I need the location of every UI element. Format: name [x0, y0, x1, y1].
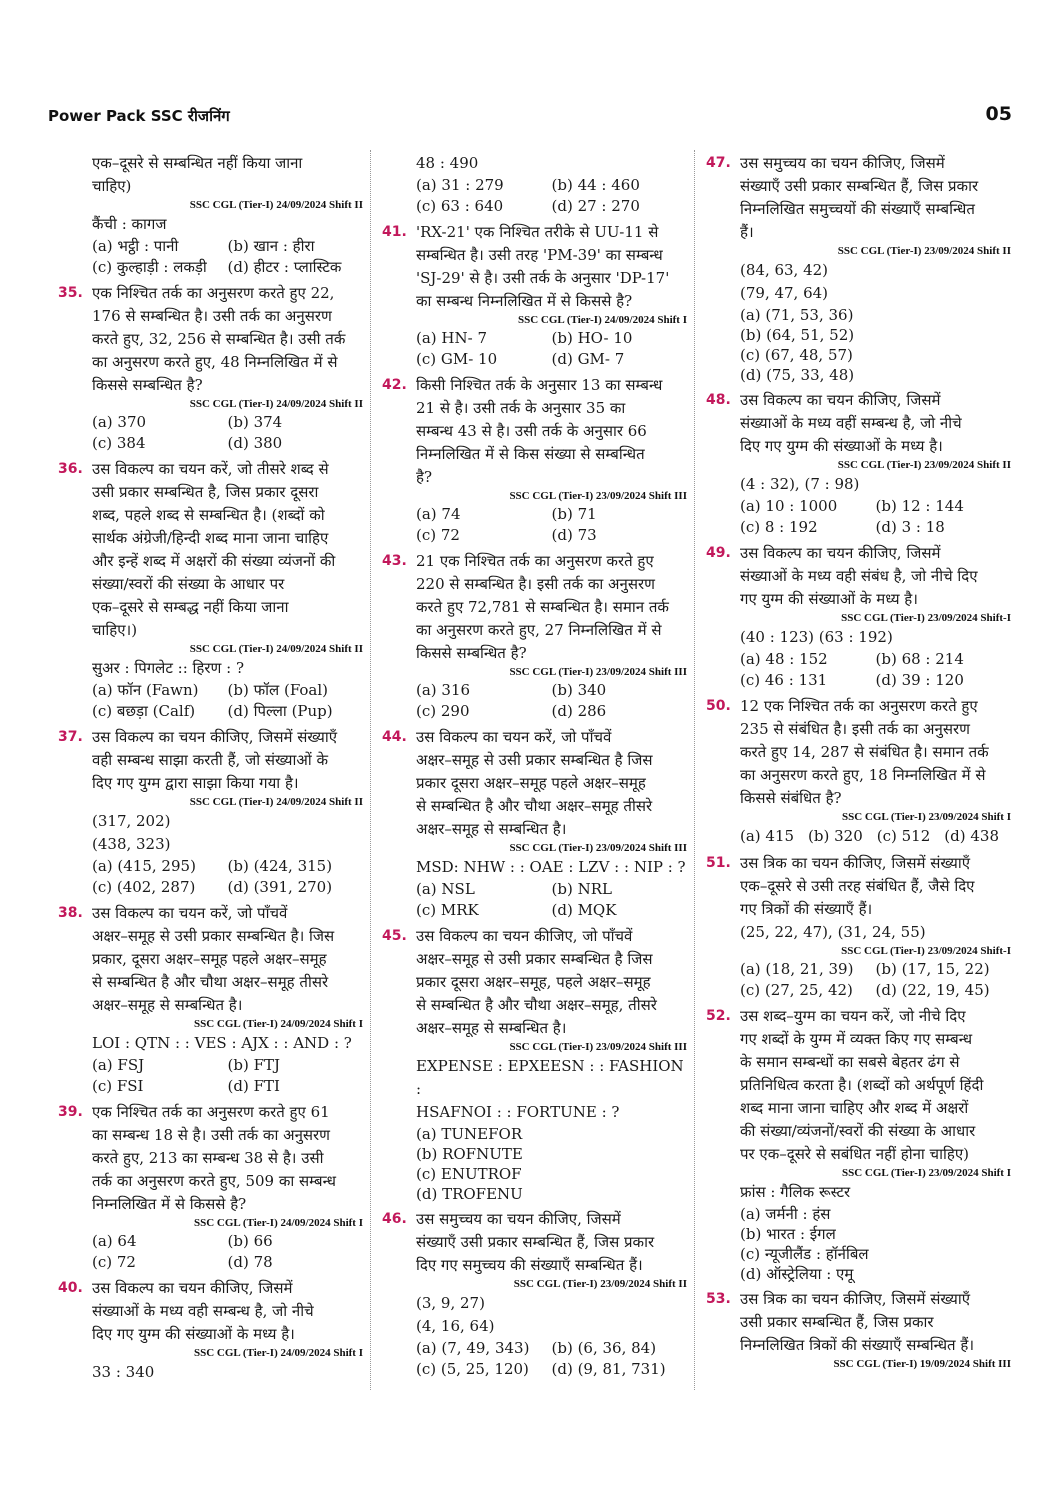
- option: (b) (424, 315): [227, 857, 333, 875]
- option: (d) FTI: [227, 1077, 280, 1095]
- question-number: 42.: [382, 377, 407, 393]
- exam-source: SSC CGL (Tier-I) 23/09/2024 Shift II: [837, 245, 1011, 257]
- options: [92, 412, 363, 454]
- question-text-line: 220 से सम्बन्धित है। इसी तर्क का अनुसरण: [416, 575, 655, 593]
- question-data: (40 : 123) (63 : 192): [740, 628, 893, 646]
- option: (d) (75, 33, 48): [740, 366, 855, 384]
- options: [740, 305, 1011, 385]
- question: [58, 282, 363, 454]
- option: (c) MRK: [416, 901, 479, 919]
- question-text-line: अक्षर–समूह से उसी प्रकार सम्बन्धित है जिस: [416, 751, 653, 769]
- question-text-line: उसी प्रकार सम्बन्धित हैं, जिस प्रकार: [740, 1313, 934, 1331]
- options: [416, 175, 687, 217]
- question-data: (3, 9, 27): [416, 1294, 485, 1312]
- question: [58, 902, 363, 1097]
- question-number: 39.: [58, 1104, 83, 1120]
- options: [740, 649, 1011, 691]
- question-text-line: का अनुसरण करते हुए, 48 निम्नलिखित में से: [92, 353, 338, 371]
- options: [92, 1231, 363, 1273]
- question-text-line: प्रतिनिधित्व करता है। (शब्दों को अर्थपूर्ण हिंदी: [740, 1076, 984, 1094]
- question-text-line: चाहिए।): [92, 621, 138, 639]
- option: (d) 380: [227, 434, 283, 452]
- exam-source: SSC CGL (Tier-I) 24/09/2024 Shift II: [189, 796, 363, 808]
- question-number: 49.: [706, 545, 731, 561]
- option: (d) TROFENU: [416, 1185, 523, 1203]
- question-text-line: से सम्बन्धित है और चौथा अक्षर–समूह तीसरे: [92, 973, 329, 991]
- option: (a) FSJ: [92, 1056, 145, 1074]
- column-divider: [694, 150, 695, 1390]
- exam-source: SSC CGL (Tier-I) 24/09/2024 Shift II: [189, 398, 363, 410]
- question: [382, 1208, 687, 1380]
- question-text-line: 'SJ-29' से है। उसी तर्क के अनुसार 'DP-17': [416, 269, 670, 287]
- column-left: [58, 152, 363, 1388]
- question-text-line: अक्षर–समूह से उसी प्रकार सम्बन्धित है जिस: [416, 950, 653, 968]
- option: (c) बछड़ा (Calf): [92, 702, 196, 720]
- question-text-line: वही सम्बन्ध साझा करती हैं, जो संख्याओं के: [92, 751, 328, 769]
- option: (a) 64: [92, 1232, 137, 1250]
- question-text-line: करते हुए, 32, 256 से सम्बन्धित है। उसी तर्क: [92, 330, 346, 348]
- question: [58, 1101, 363, 1273]
- running-header: Power Pack SSC रीजनिंग: [48, 107, 230, 125]
- question-data: (25, 22, 47), (31, 24, 55): [740, 923, 926, 941]
- option: (d) ऑस्ट्रेलिया : एमू: [740, 1265, 854, 1283]
- question-data: (4, 16, 64): [416, 1317, 495, 1335]
- exam-source: SSC CGL (Tier-I) 23/09/2024 Shift III: [509, 1041, 687, 1053]
- question-data: सुअर : पिगलेट :: हिरण : ?: [92, 659, 245, 677]
- option: (c) (67, 48, 57): [740, 346, 853, 364]
- question-text-line: है?: [416, 468, 433, 486]
- question-text-line: निम्नलिखित त्रिकों की संख्याएँ सम्बन्धित हैं।: [740, 1336, 975, 1354]
- question-text-line: सार्थक अंग्रेजी/हिन्दी शब्द माना जाना चाहिए: [92, 529, 329, 547]
- question-text-line: गए त्रिकों की संख्याएँ हैं।: [740, 900, 873, 918]
- option: (c) न्यूजीलैंड : हॉर्नबिल: [740, 1245, 869, 1263]
- question-number: 45.: [382, 928, 407, 944]
- question-text-line: एक–दूसरे से सम्बन्धित नहीं किया जाना: [92, 154, 303, 172]
- exam-source: SSC CGL (Tier-I) 23/09/2024 Shift III: [509, 490, 687, 502]
- question-text-line: का सम्बन्ध निम्नलिखित में से किससे है?: [416, 292, 633, 310]
- question-text-line: का सम्बन्ध 18 से है। उसी तर्क का अनुसरण: [92, 1126, 331, 1144]
- question-text-line: प्रकार, दूसरा अक्षर–समूह पहले अक्षर–समूह: [92, 950, 327, 968]
- question-data: LOI : QTN : : VES : AJX : : AND : ?: [92, 1034, 352, 1052]
- option: (a) 316: [416, 681, 471, 699]
- column-divider: [370, 150, 371, 1390]
- option: (a) 370: [92, 413, 147, 431]
- option: (b) (6, 36, 84): [551, 1339, 657, 1357]
- question-continuation: [382, 152, 687, 217]
- question-text-line: के समान सम्बन्धों का सबसे बेहतर ढंग से: [740, 1053, 960, 1071]
- question-text-line: किससे सम्बन्धित है?: [92, 376, 203, 394]
- option: (a) फॉन (Fawn): [92, 681, 199, 699]
- question-text-line: हैं।: [740, 223, 754, 241]
- question-text-line: एक निश्चित तर्क का अनुसरण करते हुए 22,: [92, 284, 335, 302]
- question-data: (4 : 32), (7 : 98): [740, 475, 860, 493]
- option: (c) 8 : 192: [740, 518, 818, 536]
- option: (d) 78: [227, 1253, 273, 1271]
- question-data: (438, 323): [92, 835, 171, 853]
- question-text-line: करते हुए 72,781 से सम्बन्धित है। समान तर्क: [416, 598, 669, 616]
- question-text-line: संख्याओं के मध्य वही संबंध है, जो नीचे दिए: [740, 567, 978, 585]
- option: (c) 46 : 131: [740, 671, 828, 689]
- question-text-line: चाहिए): [92, 177, 132, 195]
- question-data: (317, 202): [92, 812, 171, 830]
- option: (d) 286: [551, 702, 607, 720]
- exam-source: SSC CGL (Tier-I) 23/09/2024 Shift I: [842, 1167, 1011, 1179]
- option: (b) 340: [551, 681, 607, 699]
- option: (b) खान : हीरा: [227, 237, 315, 255]
- question-text-line: का अनुसरण करते हुए, 27 निम्नलिखित में से: [416, 621, 662, 639]
- question-text-line: पर एक–दूसरे से सबंधित नहीं होना चाहिए): [740, 1145, 969, 1163]
- question-text-line: शब्द, पहले शब्द से सम्बन्धित है। (शब्दों को: [92, 506, 325, 524]
- question-text-line: अक्षर–समूह से सम्बन्धित है।: [92, 996, 243, 1014]
- question-text-line: निम्नलिखित में से किस संख्या से सम्बन्धित: [416, 445, 645, 463]
- option: (c) 512: [876, 827, 931, 845]
- exam-source: SSC CGL (Tier-I) 24/09/2024 Shift I: [194, 1347, 363, 1359]
- option: (b) (64, 51, 52): [740, 326, 855, 344]
- exam-source: SSC CGL (Tier-I) 23/09/2024 Shift-I: [841, 945, 1011, 957]
- question-text-line: सम्बन्धित है। उसी तरह 'PM-39' का सम्बन्ध: [416, 246, 663, 264]
- question: [706, 695, 1011, 848]
- exam-source: SSC CGL (Tier-I) 24/09/2024 Shift II: [189, 199, 363, 211]
- exam-source: SSC CGL (Tier-I) 23/09/2024 Shift III: [509, 842, 687, 854]
- question-text-line: उस विकल्प का चयन करें, जो पाँचवें: [416, 728, 612, 746]
- question-text-line: किससे सम्बन्धित है?: [416, 644, 527, 662]
- option: (d) 73: [551, 526, 597, 544]
- option: (b) 44 : 460: [551, 176, 640, 194]
- question-text-line: से सम्बन्धित है और चौथा अक्षर–समूह, तीसरे: [416, 996, 657, 1014]
- question-text-line: उस विकल्प का चयन कीजिए, जिसमें: [740, 544, 941, 562]
- option: (a) (71, 53, 36): [740, 306, 854, 324]
- question-text-line: उस समुच्चय का चयन कीजिए, जिसमें: [416, 1210, 621, 1228]
- question: [706, 542, 1011, 691]
- option: (a) (7, 49, 343): [416, 1339, 530, 1357]
- question-text-line: का अनुसरण करते हुए, 18 निम्नलिखित में से: [740, 766, 986, 784]
- option: (a) 10 : 1000: [740, 497, 838, 515]
- exam-source: SSC CGL (Tier-I) 19/09/2024 Shift III: [833, 1358, 1011, 1370]
- question-text-line: अक्षर–समूह से सम्बन्धित है।: [416, 820, 567, 838]
- option: (d) GM- 7: [551, 350, 625, 368]
- question-text-line: एक–दूसरे से सम्बद्ध नहीं किया जाना: [92, 598, 289, 616]
- question-text-line: से सम्बन्धित है और चौथा अक्षर–समूह तीसरे: [416, 797, 653, 815]
- question-text-line: एक निश्चित तर्क का अनुसरण करते हुए 61: [92, 1103, 330, 1121]
- exam-source: SSC CGL (Tier-I) 23/09/2024 Shift-I: [841, 612, 1011, 624]
- option: (b) 12 : 144: [875, 497, 964, 515]
- question-text-line: उस विकल्प का चयन कीजिए, जिसमें संख्याएँ: [92, 728, 338, 746]
- question-text-line: उस विकल्प का चयन करें, जो पाँचवें: [92, 904, 288, 922]
- question-number: 36.: [58, 461, 83, 477]
- option: (a) जर्मनी : हंस: [740, 1205, 831, 1223]
- exam-source: SSC CGL (Tier-I) 24/09/2024 Shift II: [189, 643, 363, 655]
- option: (d) MQK: [551, 901, 617, 919]
- options: [416, 879, 687, 921]
- options: [92, 1055, 363, 1097]
- question-text-line: उस विकल्प का चयन करें, जो तीसरे शब्द से: [92, 460, 329, 478]
- question-text-line: शब्द माना जाना चाहिए और शब्द में अक्षरों: [740, 1099, 969, 1117]
- option: (c) 290: [416, 702, 470, 720]
- question-data: HSAFNOI : : FORTUNE : ?: [416, 1103, 620, 1121]
- question-text-line: संख्याएँ उसी प्रकार सम्बन्धित हैं, जिस प्रकार: [740, 177, 979, 195]
- question-text-line: उस विकल्प का चयन कीजिए, जिसमें: [92, 1279, 293, 1297]
- options: [740, 825, 1011, 848]
- exam-source: SSC CGL (Tier-I) 23/09/2024 Shift I: [842, 811, 1011, 823]
- options: [416, 1338, 687, 1380]
- question-number: 37.: [58, 729, 83, 745]
- option: (c) (27, 25, 42): [740, 981, 853, 999]
- question: [382, 374, 687, 546]
- question: [706, 1005, 1011, 1284]
- question-number: 48.: [706, 392, 731, 408]
- column-right: [706, 152, 1011, 1376]
- question-text-line: करते हुए, 213 का सम्बन्ध 38 से है। उसी: [92, 1149, 324, 1167]
- question-text-line: तर्क का अनुसरण करते हुए, 509 का सम्बन्ध: [92, 1172, 336, 1190]
- option: (a) 74: [416, 505, 461, 523]
- question-text-line: किसी निश्चित तर्क के अनुसार 13 का सम्बन्ध: [416, 376, 663, 394]
- question-text-line: उस समुच्चय का चयन कीजिए, जिसमें: [740, 154, 945, 172]
- question-number: 43.: [382, 553, 407, 569]
- question: [382, 726, 687, 921]
- question: [58, 458, 363, 722]
- question-number: 53.: [706, 1291, 731, 1307]
- question-number: 40.: [58, 1280, 83, 1296]
- option: (c) 72: [416, 526, 460, 544]
- question-number: 47.: [706, 155, 731, 171]
- options: [92, 236, 363, 278]
- option: (d) 438: [944, 827, 999, 845]
- question-text-line: 48 : 490: [416, 154, 479, 172]
- option: (a) (18, 21, 39): [740, 960, 854, 978]
- question: [58, 726, 363, 898]
- question-text-line: निम्नलिखित समुच्चयों की संख्याएँ सम्बन्धित: [740, 200, 975, 218]
- question-text-line: प्रकार दूसरा अक्षर–समूह पहले अक्षर–समूह: [416, 774, 646, 792]
- exam-source: SSC CGL (Tier-I) 23/09/2024 Shift III: [509, 666, 687, 678]
- option: (b) (17, 15, 22): [875, 960, 990, 978]
- option: (b) फॉल (Foal): [227, 681, 329, 699]
- option: (a) भट्ठी : पानी: [92, 237, 179, 255]
- question: [382, 925, 687, 1204]
- question-data: EXPENSE : EPXEESN : : FASHION :: [416, 1057, 684, 1098]
- question-text-line: उस विकल्प का चयन कीजिए, जिसमें: [740, 391, 941, 409]
- question-text-line: 21 से है। उसी तर्क के अनुसार 35 का: [416, 399, 626, 417]
- options: [740, 496, 1011, 538]
- question-text-line: उसी प्रकार सम्बन्धित है, जिस प्रकार दूसरा: [92, 483, 319, 501]
- question-number: 50.: [706, 698, 731, 714]
- question-text-line: करते हुए 14, 287 से संबंधित है। समान तर्क: [740, 743, 989, 761]
- option: (d) 27 : 270: [551, 197, 640, 215]
- question: [706, 152, 1011, 385]
- question-text-line: प्रकार दूसरा अक्षर–समूह, पहले अक्षर–समूह: [416, 973, 651, 991]
- option: (c) FSI: [92, 1077, 144, 1095]
- question-text-line: 21 एक निश्चित तर्क का अनुसरण करते हुए: [416, 552, 654, 570]
- question-text-line: उस त्रिक का चयन कीजिए, जिसमें संख्याएँ: [740, 1290, 971, 1308]
- question-text-line: संख्याओं के मध्य वहीं सम्बन्ध है, जो नीचे: [740, 414, 962, 432]
- question-continuation: [58, 152, 363, 278]
- question-text-line: संख्याओं के मध्य वही सम्बन्ध है, जो नीचे: [92, 1302, 314, 1320]
- option: (c) GM- 10: [416, 350, 498, 368]
- question-number: 52.: [706, 1008, 731, 1024]
- question: [706, 1288, 1011, 1372]
- exam-source: SSC CGL (Tier-I) 24/09/2024 Shift I: [194, 1018, 363, 1030]
- question-text-line: की संख्या/व्यंजनों/स्वरों की संख्या के आधार: [740, 1122, 976, 1140]
- page-number: 05: [985, 103, 1012, 125]
- option: (c) 72: [92, 1253, 136, 1271]
- option: (b) भारत : ईगल: [740, 1225, 836, 1243]
- question-number: 41.: [382, 224, 407, 240]
- option: (b) FTJ: [227, 1056, 280, 1074]
- options: [416, 328, 687, 370]
- options: [740, 959, 1011, 1001]
- question-data: (84, 63, 42): [740, 261, 829, 279]
- option: (b) 71: [551, 505, 597, 523]
- option: (d) (22, 19, 45): [875, 981, 990, 999]
- question: [706, 852, 1011, 1001]
- option: (a) 415: [740, 827, 795, 845]
- question-text-line: संख्याएँ उसी प्रकार सम्बन्धित हैं, जिस प्रकार: [416, 1233, 655, 1251]
- question-number: 44.: [382, 729, 407, 745]
- question-text-line: 235 से संबंधित है। इसी तर्क का अनुसरण: [740, 720, 970, 738]
- question-text-line: 12 एक निश्चित तर्क का अनुसरण करते हुए: [740, 697, 978, 715]
- options: [416, 680, 687, 722]
- option: (b) 374: [227, 413, 283, 431]
- option: (d) 39 : 120: [875, 671, 964, 689]
- question-text-line: सम्बन्ध 43 से है। उसी तर्क के अनुसार 66: [416, 422, 647, 440]
- option: (d) (391, 270): [227, 878, 333, 896]
- question-text-line: गए शब्दों के युग्म में व्यक्त किए गए सम्बन्ध: [740, 1030, 973, 1048]
- option: (d) (9, 81, 731): [551, 1360, 666, 1378]
- question-text-line: 'RX-21' एक निश्चित तरीके से UU-11 से: [416, 223, 659, 241]
- option: (d) हीटर : प्लास्टिक: [227, 258, 342, 276]
- option: (c) 63 : 640: [416, 197, 504, 215]
- option: (b) 66: [227, 1232, 273, 1250]
- option: (b) HO- 10: [551, 329, 633, 347]
- exam-source: SSC CGL (Tier-I) 23/09/2024 Shift II: [837, 459, 1011, 471]
- options: [92, 856, 363, 898]
- question-text-line: उस विकल्प का चयन कीजिए, जो पाँचवें: [416, 927, 633, 945]
- option: (d) 3 : 18: [875, 518, 945, 536]
- option: (d) पिल्ला (Pup): [227, 702, 333, 720]
- question-data: MSD: NHW : : OAE : LZV : : NIP : ?: [416, 858, 686, 876]
- question-data: (79, 47, 64): [740, 284, 829, 302]
- question: [382, 550, 687, 722]
- exam-source: SSC CGL (Tier-I) 24/09/2024 Shift I: [194, 1217, 363, 1229]
- question-number: 35.: [58, 285, 83, 301]
- question-text-line: संख्या/स्वरों की संख्या के आधार पर: [92, 575, 285, 593]
- question-text-line: दिए गए युग्म की संख्याओं के मध्य है।: [740, 437, 943, 455]
- question-number: 46.: [382, 1211, 407, 1227]
- question-number: 38.: [58, 905, 83, 921]
- option: (b) NRL: [551, 880, 612, 898]
- exam-source: SSC CGL (Tier-I) 23/09/2024 Shift II: [513, 1278, 687, 1290]
- option: (c) (402, 287): [92, 878, 196, 896]
- options: [416, 504, 687, 546]
- question-data: फ्रांस : गैलिक रूस्टर: [740, 1183, 851, 1201]
- question-text-line: अक्षर–समूह से उसी प्रकार सम्बन्धित है। जिस: [92, 927, 335, 945]
- exam-source: SSC CGL (Tier-I) 24/09/2024 Shift I: [518, 314, 687, 326]
- option: (a) NSL: [416, 880, 475, 898]
- question-text-line: उस त्रिक का चयन कीजिए, जिसमें संख्याएँ: [740, 854, 971, 872]
- option: (b) 320: [808, 827, 863, 845]
- question: [382, 221, 687, 370]
- option: (b) 68 : 214: [875, 650, 964, 668]
- question-text-line: दिए गए समुच्चय की संख्याएँ सम्बन्धित हैं।: [416, 1256, 643, 1274]
- question-data: 33 : 340: [92, 1363, 155, 1381]
- question-text-line: एक–दूसरे से उसी तरह संबंधित हैं, जैसे दिए: [740, 877, 975, 895]
- options: [92, 680, 363, 722]
- option: (c) कुल्हाड़ी : लकड़ी: [92, 258, 207, 276]
- option: (c) 384: [92, 434, 146, 452]
- question-data: कैंची : कागज: [92, 215, 167, 233]
- question-number: 51.: [706, 855, 731, 871]
- question-text-line: दिए गए युग्म द्वारा साझा किया गया है।: [92, 774, 299, 792]
- question-text-line: गए युग्म की संख्याओं के मध्य है।: [740, 590, 918, 608]
- option: (c) (5, 25, 120): [416, 1360, 529, 1378]
- question: [58, 1277, 363, 1384]
- option: (c) ENUTROF: [416, 1165, 522, 1183]
- options: [740, 1204, 1011, 1284]
- question: [706, 389, 1011, 538]
- option: (a) TUNEFOR: [416, 1125, 523, 1143]
- question-text-line: किससे संबंधित है?: [740, 789, 842, 807]
- column-middle: [382, 152, 687, 1384]
- option: (b) ROFNUTE: [416, 1145, 523, 1163]
- question-text-line: निम्नलिखित में से किससे है?: [92, 1195, 247, 1213]
- question-text-line: उस शब्द–युग्म का चयन करें, जो नीचे दिए: [740, 1007, 966, 1025]
- question-text-line: और इन्हें शब्द में अक्षरों की संख्या व्यंजनों की: [92, 552, 336, 570]
- question-text-line: 176 से सम्बन्धित है। उसी तर्क का अनुसरण: [92, 307, 332, 325]
- question-text-line: दिए गए युग्म की संख्याओं के मध्य है।: [92, 1325, 295, 1343]
- option: (a) HN- 7: [416, 329, 488, 347]
- question-text-line: अक्षर–समूह से सम्बन्धित है।: [416, 1019, 567, 1037]
- option: (a) 48 : 152: [740, 650, 828, 668]
- options: [416, 1124, 687, 1204]
- option: (a) (415, 295): [92, 857, 196, 875]
- option: (a) 31 : 279: [416, 176, 504, 194]
